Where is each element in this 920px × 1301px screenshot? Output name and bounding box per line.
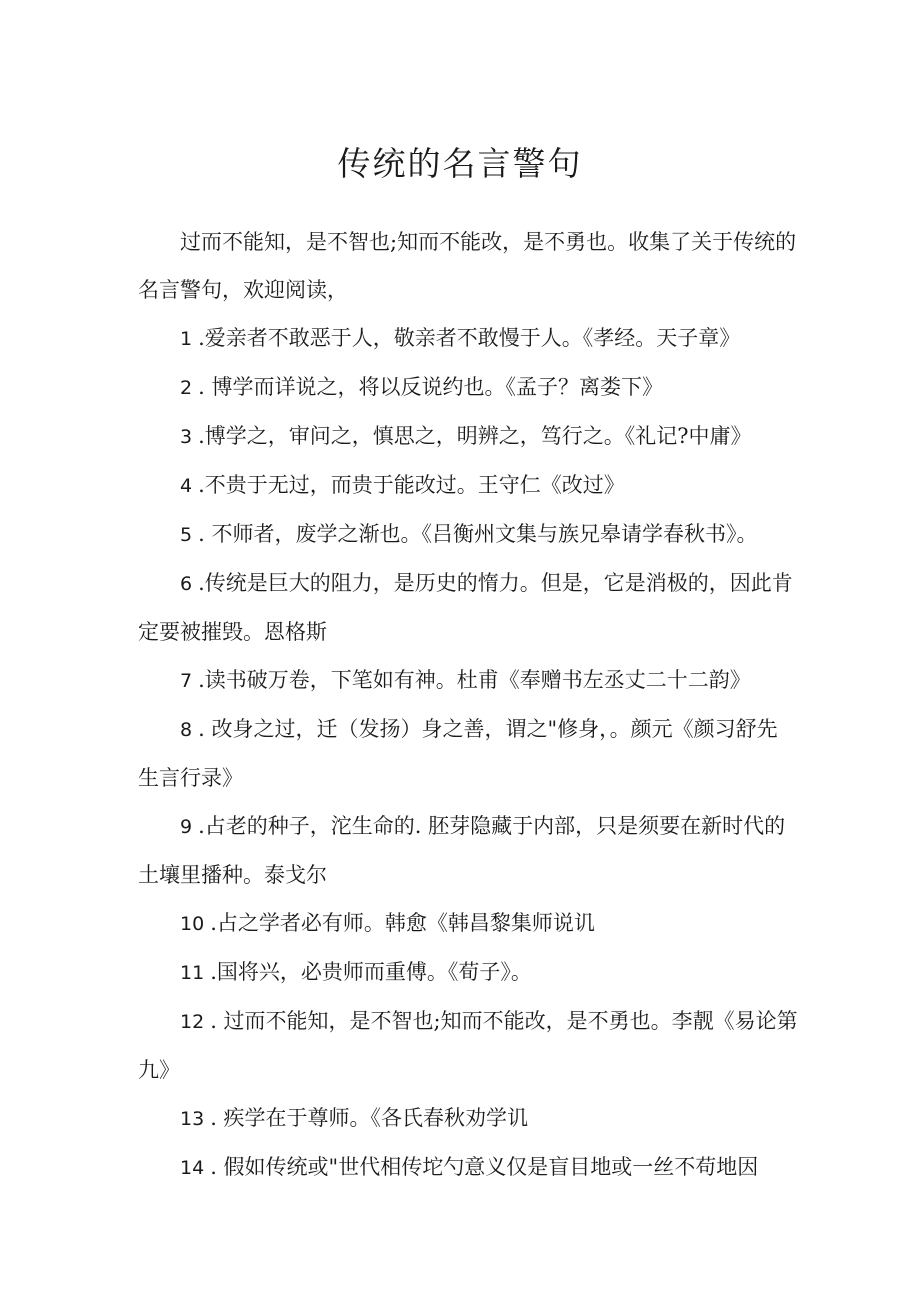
list-item xyxy=(138,899,798,948)
item-number: 10 xyxy=(180,913,205,935)
item-number: 5 xyxy=(180,524,193,546)
list-item xyxy=(138,559,798,656)
item-text: .博学之，审问之，慎思之，明辨之，笃行之。《礼记?中庸》 xyxy=(198,424,752,448)
item-number: 7 xyxy=(180,670,193,692)
item-number: 8 xyxy=(180,719,193,741)
item-number: 6 xyxy=(180,573,193,595)
list-item xyxy=(138,510,798,559)
list-item xyxy=(138,314,798,363)
item-text: .占老的种子，沱生命的. 胚芽隐藏于内部，只是须要在新时代的土壤里播种。泰戈尔 xyxy=(138,814,786,887)
list-item xyxy=(138,412,798,461)
item-number: 11 xyxy=(180,962,205,984)
list-item xyxy=(138,705,798,802)
item-text: .传统是巨大的阻力，是历史的惰力。但是，它是消极的，因此肯定要被摧毁。恩格斯 xyxy=(138,571,793,644)
list-item xyxy=(138,656,798,705)
list-item xyxy=(138,948,798,997)
item-number: 13 xyxy=(180,1108,205,1130)
item-text: . 假如传统或"世代相传坨勺意义仅是盲目地或一丝不苟地因 xyxy=(210,1155,759,1179)
list-item xyxy=(138,997,798,1094)
list-item xyxy=(138,461,798,510)
item-text: .国将兴，必贵师而重傅。《荀子》。 xyxy=(210,960,532,984)
item-number: 3 xyxy=(180,426,193,448)
list-item xyxy=(138,802,798,899)
item-number: 1 xyxy=(180,328,193,350)
document-body xyxy=(138,218,798,1192)
item-text: .不贵于无过，而贵于能改过。王守仁《改过》 xyxy=(198,473,625,497)
item-number: 9 xyxy=(180,816,193,838)
item-text: .占之学者必有师。韩愈《韩昌黎集师说讥 xyxy=(210,911,595,935)
item-number: 14 xyxy=(180,1157,205,1179)
item-number: 12 xyxy=(180,1011,205,1033)
intro-paragraph: 过而不能知，是不智也;知而不能改，是不勇也。收集了关于传统的名言警句，欢迎阅读， xyxy=(138,230,797,302)
item-text: . 疾学在于尊师。《各氏春秋劝学讥 xyxy=(210,1106,529,1130)
item-text: .读书破万卷，下笔如有神。杜甫《奉赠书左丞丈二十二韵》 xyxy=(198,668,751,692)
page-title: 传统的名言警句 xyxy=(337,144,583,183)
item-number: 4 xyxy=(180,475,193,497)
list-item xyxy=(138,1094,798,1143)
item-text: .爱亲者不敢恶于人，敬亲者不敢慢于人。《孝经。天子章》 xyxy=(198,326,741,350)
item-text: . 改身之过，迁（发扬）身之善，谓之"修身，。颜元《颜习舒先生言行录》 xyxy=(138,717,778,790)
item-text: . 博学而详说之，将以反说约也。《孟子？离娄下》 xyxy=(198,375,663,399)
item-text: . 过而不能知，是不智也;知而不能改，是不勇也。李靓《易论第九》 xyxy=(138,1009,798,1082)
list-item xyxy=(138,363,798,412)
item-text: . 不师者，废学之渐也。《吕衡州文集与族兄皋请学春秋书》。 xyxy=(198,522,758,546)
item-number: 2 xyxy=(180,377,193,399)
list-item xyxy=(138,1143,798,1192)
